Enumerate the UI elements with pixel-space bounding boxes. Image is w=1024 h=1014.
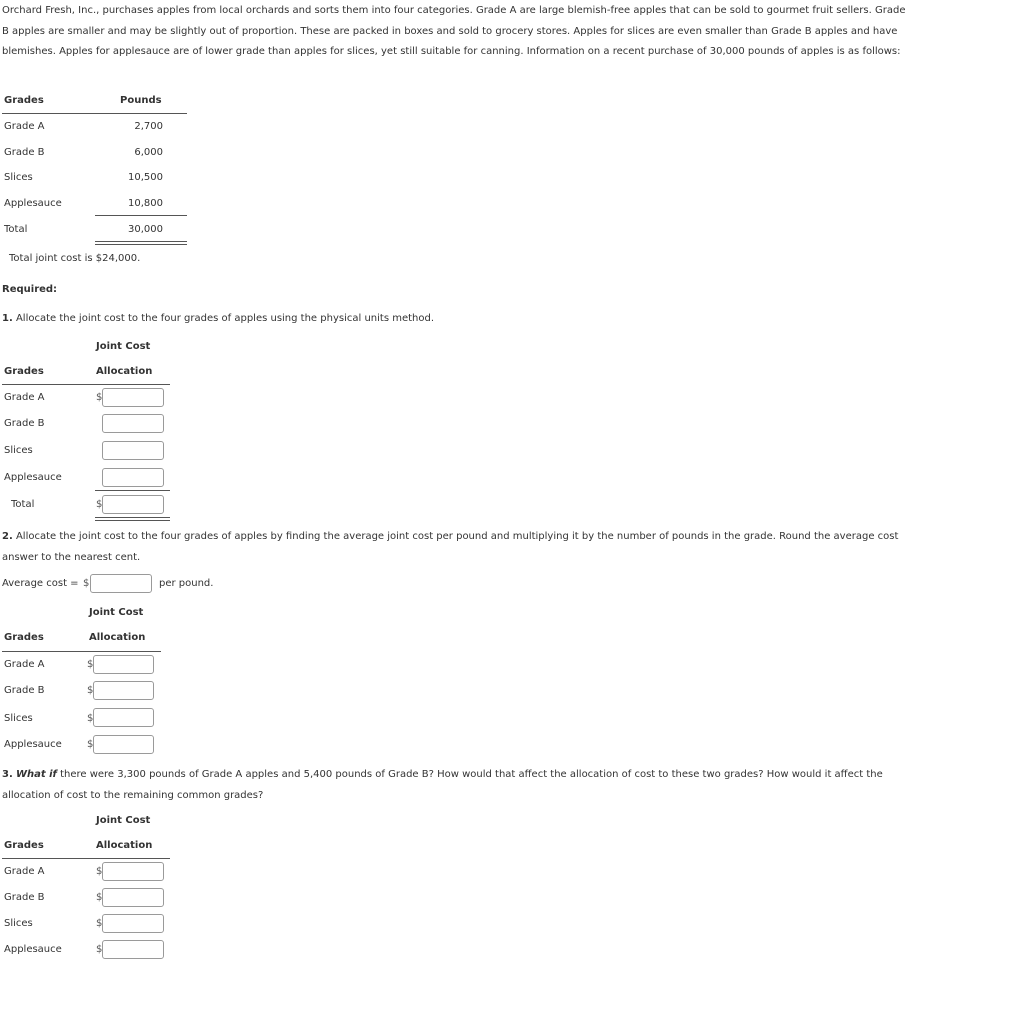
row-pounds-value: 6,000 [134,147,163,158]
q3-prompt [2,765,912,806]
col-header-allocation: Allocation [89,632,146,643]
row-pounds-value: 2,700 [134,121,163,132]
dollar-sign: $ [96,892,103,903]
total-pounds-value: 30,000 [128,224,163,235]
subtotal-rule [95,215,187,216]
col-header-grades: Grades [4,840,44,851]
row-grade-label: Slices [4,445,33,456]
q1-total-input[interactable] [102,495,164,514]
q3-text: there were 3,300 pounds of Grade A apples and 5,400 pounds of Grade B? How would that affect the allocation of cost to these two grades? How would it affect the allocation of cost to the remaining common grades? [2,769,883,801]
col-header-grades: Grades [4,632,44,643]
col-header-joint-cost: Joint Cost [96,341,151,352]
row-pounds-value: 10,800 [128,198,163,209]
q3-grade-a-input[interactable] [102,862,164,881]
dollar-sign: $ [96,499,103,510]
row-grade-label: Grade B [4,147,45,158]
dollar-sign: $ [96,918,103,929]
q2-applesauce-input[interactable] [93,735,154,754]
row-grade-label: Applesauce [4,944,62,955]
row-grade-label: Applesauce [4,198,62,209]
q2-slices-input[interactable] [93,708,154,727]
total-double-rule [95,241,187,245]
per-pound-label: per pound. [159,578,214,589]
q2-text: Allocate the joint cost to the four grades of apples by finding the average joint cost per pound and multiplying it by the number of pounds in the grade. Round the average cost answer to the nearest cent. [2,531,899,563]
row-grade-label: Grade B [4,418,45,429]
col-header-joint-cost: Joint Cost [96,815,151,826]
intro-paragraph: Orchard Fresh, Inc., purchases apples from local orchards and sorts them into four categories. Grade A are large blemish-free apples that can be sold to gourmet fruit sellers. Grade B apples are smaller and may be slightly out of proportion. These are packed in boxes and sold to grocery stores. Apples for slices are even smaller than Grade B apples and have blemishes. Apples for applesauce are of lower grade than apples for slices, yet still suitable for canning. Information on a recent purchase of 30,000 pounds of apples is as follows: [2,5,906,58]
row-grade-label: Slices [4,713,33,724]
row-grade-label: Grade A [4,392,45,403]
col-header-joint-cost: Joint Cost [89,607,144,618]
dollar-sign: $ [87,659,94,670]
average-cost-input[interactable] [90,574,152,593]
header-rule [2,858,170,859]
dollar-sign: $ [87,713,94,724]
q1-grade-a-input[interactable] [102,388,164,407]
q3-what-if: What if [15,769,57,780]
q3-slices-input[interactable] [102,914,164,933]
row-grade-label: Applesauce [4,472,62,483]
row-grade-label: Grade B [4,685,45,696]
total-label: Total [11,499,35,510]
joint-cost-note: Total joint cost is $24,000. [9,253,141,264]
q1-text: Allocate the joint cost to the four grades of apples using the physical units method. [15,313,434,324]
col-header-allocation: Allocation [96,366,153,377]
row-grade-label: Applesauce [4,739,62,750]
dollar-sign: $ [96,944,103,955]
header-rule [2,113,187,114]
q3-applesauce-input[interactable] [102,940,164,959]
dollar-sign: $ [83,578,90,589]
row-grade-label: Grade A [4,659,45,670]
dollar-sign: $ [87,739,94,750]
col-header-grades: Grades [4,95,44,106]
col-header-allocation: Allocation [96,840,153,851]
q3-grade-b-input[interactable] [102,888,164,907]
q1-number: 1. [2,313,13,324]
row-grade-label: Slices [4,918,33,929]
q2-grade-a-input[interactable] [93,655,154,674]
row-grade-label: Grade A [4,866,45,877]
total-label: Total [4,224,28,235]
row-pounds-value: 10,500 [128,172,163,183]
dollar-sign: $ [87,685,94,696]
row-grade-label: Slices [4,172,33,183]
total-double-rule [95,517,170,521]
q1-applesauce-input[interactable] [102,468,164,487]
q2-grade-b-input[interactable] [93,681,154,700]
q1-slices-input[interactable] [102,441,164,460]
row-grade-label: Grade B [4,892,45,903]
q1-grade-b-input[interactable] [102,414,164,433]
dollar-sign: $ [96,866,103,877]
average-cost-label: Average cost = [2,578,79,589]
header-rule [2,384,170,385]
q2-number: 2. [2,531,13,542]
q1-prompt [2,313,434,324]
q3-number: 3. [2,769,13,780]
col-header-grades: Grades [4,366,44,377]
header-rule [2,651,161,652]
subtotal-rule [95,490,170,491]
row-grade-label: Grade A [4,121,45,132]
required-heading: Required: [2,284,58,295]
q2-prompt [2,527,912,568]
dollar-sign: $ [96,392,103,403]
col-header-pounds: Pounds [120,95,162,106]
